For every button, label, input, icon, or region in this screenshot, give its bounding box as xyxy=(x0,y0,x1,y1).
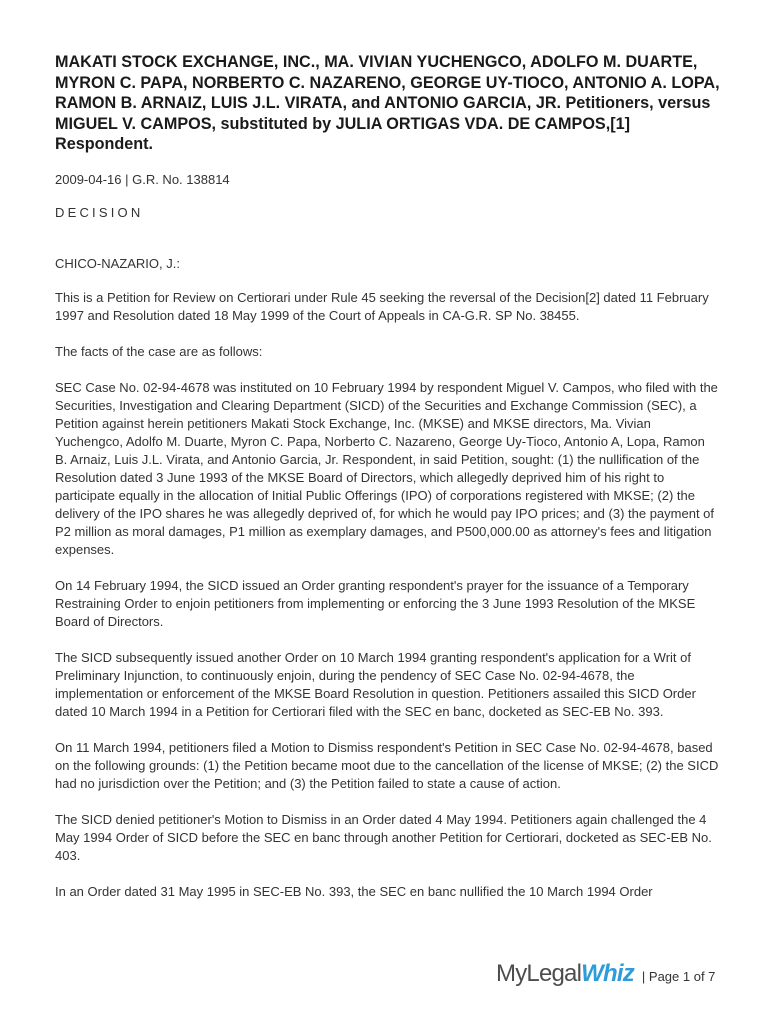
paragraph: The SICD denied petitioner's Motion to Dismiss in an Order dated 4 May 1994. Petitioners again challenged the 4 May 1994 Order of SICD before the SEC en banc through another Petition for Certiorari, docketed as SEC-EB No. 403. xyxy=(55,811,712,863)
page-number: | Page 1 of 7 xyxy=(641,968,716,984)
paragraph: The SICD subsequently issued another Order on 10 March 1994 granting respondent's application for a Writ of Preliminary Injunction, to continuously enjoin, during the pendency of SEC Case No. 02-94-4678, the implementation or enforcement of the MKSE Board Resolution in question. Petitioners assailed this SICD Order dated 10 March 1994 in a Petition for Certiorari filed with the SEC en banc, docketed as SEC-EB No. 393. xyxy=(55,649,696,719)
case-title: MAKATI STOCK EXCHANGE, INC., MA. VIVIAN YUCHENGCO, ADOLFO M. DUARTE, MYRON C. PAPA, NORBERTO C. NAZARENO, GEORGE UY-TIOCO, ANTONIO A. LOPA, RAMON B. ARNAIZ, LUIS J.L. VIRATA, and ANTONIO GARCIA, JR. Petitioners, versus MIGUEL V. CAMPOS, substituted by JULIA ORTIGAS VDA. DE CAMPOS,[1] Respondent. xyxy=(55,53,720,153)
paragraph: In an Order dated 31 May 1995 in SEC-EB No. 393, the SEC en banc nullified the 10 March 1994 Order xyxy=(55,883,653,899)
logo-legal: Legal xyxy=(526,960,582,987)
decision-heading: DECISION xyxy=(55,204,144,220)
mylegalwhiz-logo xyxy=(496,960,634,988)
page-footer xyxy=(496,960,715,988)
logo-whiz: Whiz xyxy=(581,960,634,987)
paragraph: This is a Petition for Review on Certiorari under Rule 45 seeking the reversal of the Decision[2] dated 11 February 1997 and Resolution dated 18 May 1999 of the Court of Appeals in CA-G.R. SP No. 38455. xyxy=(55,289,709,323)
ponente: CHICO-NAZARIO, J.: xyxy=(55,255,180,271)
paragraph: SEC Case No. 02-94-4678 was instituted on 10 February 1994 by respondent Miguel V. Campos, who filed with the Securities, Investigation and Clearing Department (SICD) of the Securities and Exchange Commission (SEC), a Petition against herein petitioners Makati Stock Exchange, Inc. (MKSE) and MKSE directors, Ma. Vivian Yuchengco, Adolfo M. Duarte, Myron C. Papa, Norberto C. Nazareno, George Uy-Tioco, Antonio A, Lopa, Ramon B. Arnaiz, Luis J.L. Virata, and Antonio Garcia, Jr. Respondent, in said Petition, sought: (1) the nullification of the Resolution dated 3 June 1993 of the MKSE Board of Directors, which allegedly deprived him of his right to participate equally in the allocation of Initial Public Offerings (IPO) of corporations registered with MKSE; (2) the delivery of the IPO shares he was allegedly deprived of, for which he would pay IPO prices; and (3) the payment of P2 million as moral damages, P1 million as exemplary damages, and P500,000.00 as attorney's fees and litigation expenses. xyxy=(55,379,718,557)
logo-my: My xyxy=(496,960,527,987)
document-page xyxy=(55,52,720,919)
case-meta: 2009-04-16 | G.R. No. 138814 xyxy=(55,171,230,187)
paragraph: On 11 March 1994, petitioners filed a Motion to Dismiss respondent's Petition in SEC Case No. 02-94-4678, based on the following grounds: (1) the Petition became moot due to the cancellation of the license of MKSE; (2) the SICD had no jurisdiction over the Petition; and (3) the Petition failed to state a cause of action. xyxy=(55,739,719,791)
paragraph: On 14 February 1994, the SICD issued an Order granting respondent's prayer for the issuance of a Temporary Restraining Order to enjoin petitioners from implementing or enforcing the 3 June 1993 Resolution of the MKSE Board of Directors. xyxy=(55,577,696,629)
paragraph: The facts of the case are as follows: xyxy=(55,343,263,359)
